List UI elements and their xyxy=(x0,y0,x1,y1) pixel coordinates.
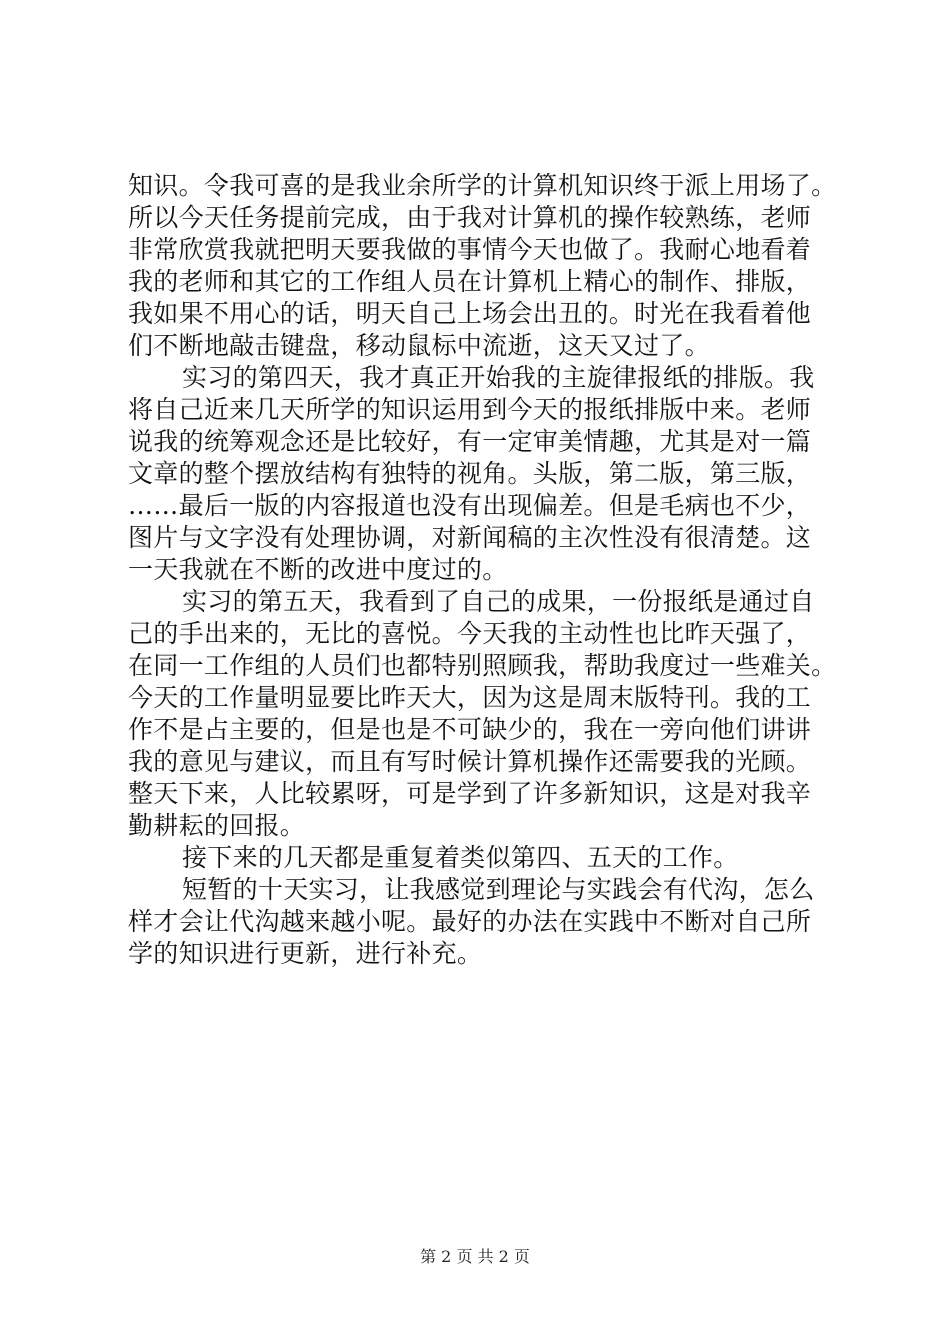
text-line: 我如果不用心的话，明天自己上场会出丑的。时光在我看着他 xyxy=(128,299,812,328)
page-number-footer: 第 2 页 共 2 页 xyxy=(420,1247,530,1266)
text-line: 整天下来，人比较累呀，可是学到了许多新知识，这是对我辛 xyxy=(128,779,812,808)
text-line: 在同一工作组的人员们也都特别照顾我，帮助我度过一些难关。 xyxy=(128,651,837,680)
text-line: 知识。令我可喜的是我业余所学的计算机知识终于派上用场了。 xyxy=(128,171,837,200)
text-line: 勤耕耘的回报。 xyxy=(128,811,306,840)
text-line: 作不是占主要的，但是也是不可缺少的，我在一旁向他们讲讲 xyxy=(128,715,812,744)
text-line: ……最后一版的内容报道也没有出现偏差。但是毛病也不少， xyxy=(128,491,812,520)
text-line: 们不断地敲击键盘，移动鼠标中流逝，这天又过了。 xyxy=(128,331,710,360)
document-body xyxy=(128,170,837,970)
paragraph-start-line: 实习的第四天，我才真正开始我的主旋律报纸的排版。我 xyxy=(182,363,815,392)
text-line: 文章的整个摆放结构有独特的视角。头版，第二版，第三版， xyxy=(128,459,812,488)
text-line: 非常欣赏我就把明天要我做的事情今天也做了。我耐心地看着 xyxy=(128,235,812,264)
paragraph-start-line: 短暂的十天实习，让我感觉到理论与实践会有代沟，怎么 xyxy=(182,875,815,904)
text-line: 我的老师和其它的工作组人员在计算机上精心的制作、排版， xyxy=(128,267,812,296)
text-line: 将自己近来几天所学的知识运用到今天的报纸排版中来。老师 xyxy=(128,395,812,424)
text-line: 我的意见与建议，而且有写时候计算机操作还需要我的光顾。 xyxy=(128,747,812,776)
text-line: 图片与文字没有处理协调，对新闻稿的主次性没有很清楚。这 xyxy=(128,523,812,552)
text-line: 样才会让代沟越来越小呢。最好的办法在实践中不断对自己所 xyxy=(128,907,812,936)
paragraph-start-line: 实习的第五天，我看到了自己的成果，一份报纸是通过自 xyxy=(182,587,815,616)
text-line: 今天的工作量明显要比昨天大，因为这是周末版特刊。我的工 xyxy=(128,683,812,712)
text-line: 说我的统筹观念还是比较好，有一定审美情趣，尤其是对一篇 xyxy=(128,427,812,456)
text-line: 己的手出来的，无比的喜悦。今天我的主动性也比昨天强了， xyxy=(128,619,812,648)
text-line: 学的知识进行更新，进行补充。 xyxy=(128,939,483,968)
paragraph-start-line: 接下来的几天都是重复着类似第四、五天的工作。 xyxy=(182,843,739,872)
text-line: 所以今天任务提前完成，由于我对计算机的操作较熟练，老师 xyxy=(128,203,812,232)
text-line: 一天我就在不断的改进中度过的。 xyxy=(128,555,508,584)
